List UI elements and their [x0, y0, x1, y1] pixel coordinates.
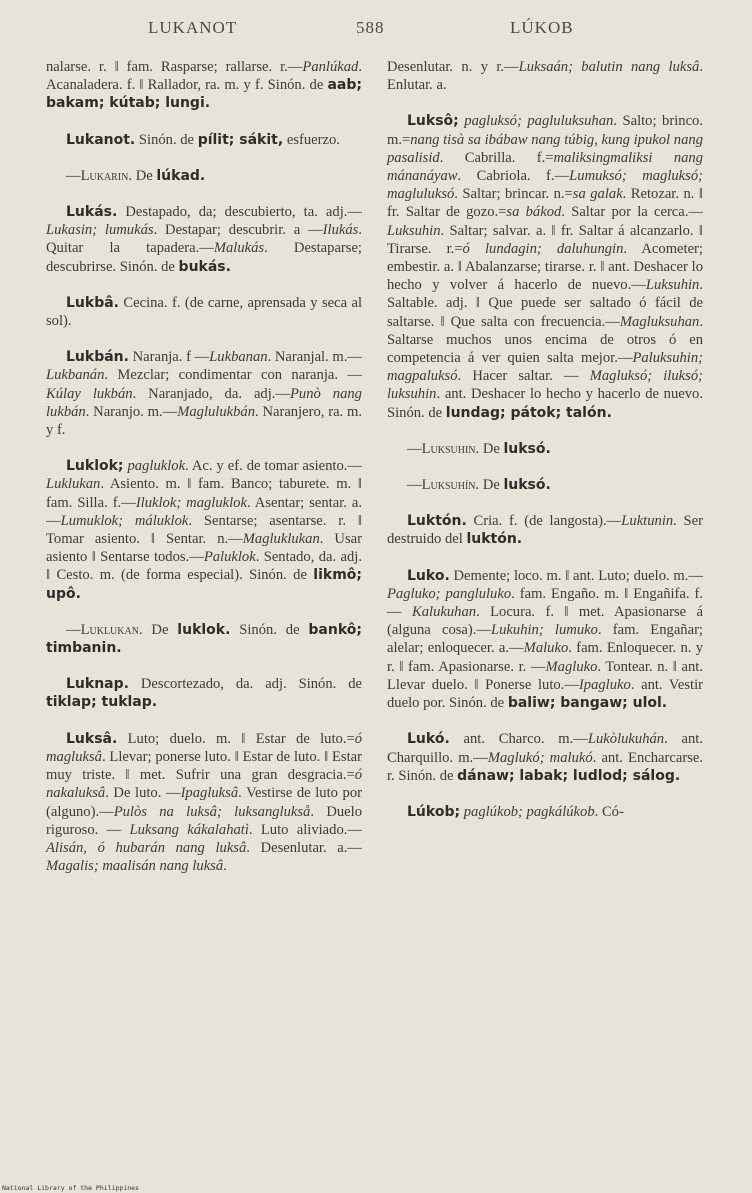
definition-text: — — [66, 621, 81, 638]
definition-text: . Hacer saltar. — — [457, 368, 590, 385]
definition-text: Sinón. de — [135, 131, 198, 148]
italic-form: Magluksó; iluksó; luksuhin — [387, 368, 703, 403]
headword: Luksô; — [407, 113, 459, 130]
italic-form: Malukás — [213, 240, 265, 257]
italic-form: sa bákod — [506, 204, 562, 221]
definition-text: esfuerzo. — [283, 131, 340, 148]
definition-text: . De — [475, 477, 504, 494]
dictionary-entry — [46, 167, 362, 185]
definition-text: . De — [475, 440, 504, 457]
definition-text: . fam. Engañar; alelar; enloquecer. a.— — [387, 622, 703, 657]
definition-text: . Destaparse; descubrirse. Sinón. de — [46, 240, 362, 275]
headword: luksó. — [503, 440, 551, 457]
cross-reference: Luksuhín — [421, 477, 476, 494]
dictionary-entry — [46, 457, 362, 603]
italic-form: Maluko — [523, 640, 569, 657]
italic-form: ó lundagin; daluhungin — [462, 240, 624, 257]
dictionary-entry — [46, 730, 362, 876]
italic-form: Maglukó; malukó — [487, 749, 593, 766]
cross-reference: Luksuhin — [421, 440, 476, 457]
italic-form: Ipagluksâ — [180, 785, 239, 802]
italic-form: Lumuksó; magluksó; magluluksó — [387, 168, 703, 203]
headword: Lukás. — [66, 204, 118, 221]
definition-text: . Usar asiento ‖ Sentarse todos.— — [46, 531, 362, 566]
headword: Luknap. — [66, 676, 129, 693]
header-left-guideword: LUKANOT — [148, 18, 238, 37]
headword: lúkad. — [156, 167, 206, 184]
headword: Luklok; — [66, 458, 124, 475]
headword: pílit; sákit, — [197, 131, 284, 148]
headword: aab; bakam; kútab; lungi. — [46, 77, 362, 112]
italic-form: Luksuhin — [645, 277, 700, 294]
dictionary-entry — [46, 675, 362, 711]
definition-text: Demente; loco. m. ‖ ant. Luto; duelo. m.— — [449, 567, 703, 584]
right-column — [387, 58, 703, 839]
dictionary-entry — [387, 730, 703, 785]
italic-form: Luklukan — [46, 476, 101, 493]
definition-text: Luto; duelo. m. ‖ Estar de luto.= — [117, 730, 355, 747]
definition-text: . — [223, 858, 227, 875]
dictionary-entry — [46, 203, 362, 276]
headword: Lukbâ. — [66, 294, 119, 311]
definition-text: . Naranjo. m.— — [85, 403, 178, 420]
italic-form: Paluklok — [203, 549, 256, 566]
definition-text: Destapado, da; descubierto, ta. adj.— — [117, 204, 362, 221]
italic-form: Magluklukan — [242, 531, 320, 548]
definition-text: . Asiento. m. ‖ fam. Banco; taburete. m. ‖ fam. Silla. f.— — [46, 476, 362, 511]
italic-form: Luksaán; balutin nang luksâ — [518, 59, 700, 75]
headword: luksó. — [503, 477, 551, 494]
headword: baliw; bangaw; ulol. — [507, 695, 668, 712]
definition-text: . Naranjero, ra. m. y f. — [46, 403, 362, 439]
italic-form: Luksang kákalahatì — [129, 821, 249, 838]
italic-form: Alisán, ó hubarán nang luksâ — [46, 839, 247, 856]
italic-form: Magluko — [545, 658, 598, 675]
italic-form: Maglulukbán — [177, 403, 256, 420]
dictionary-entry — [387, 476, 703, 494]
headword: likmô; upô. — [46, 567, 362, 602]
italic-form: pagluklok — [127, 458, 186, 475]
headword: bukás. — [178, 258, 231, 275]
page-number: 588 — [356, 18, 385, 37]
definition-text: . Mezclar; condimentar con naranja. — — [104, 367, 362, 384]
dictionary-entry — [46, 294, 362, 330]
definition-text: . fam. Enloquecer. n. y r. ‖ fam. Apasionarse. r. — — [387, 640, 703, 675]
dictionary-entry — [46, 621, 362, 657]
cross-reference: Luklukan — [80, 621, 139, 638]
definition-text: . Sentado, da. adj. ‖ Cesto. m. (de forma especial). Sinón. de — [46, 549, 362, 584]
dictionary-entry — [46, 58, 362, 113]
italic-form: Luktunin — [621, 513, 674, 530]
italic-form: paglúkob; pagkálúkob — [463, 803, 595, 820]
headword: Lúkob; — [407, 803, 461, 820]
definition-text: . ant. Encharcarse. r. Sinón. de — [387, 749, 703, 784]
definition-text: . Ac. y ef. de tomar asiento.— — [185, 458, 362, 475]
definition-text: . fam. Engaño. m. ‖ Engañifa. f. — — [387, 585, 703, 621]
definition-text: . Asentar; sentar. a.— — [46, 494, 362, 529]
definition-text: . Desenlutar. a.— — [246, 839, 362, 856]
dictionary-entry — [387, 440, 703, 458]
dictionary-entry — [387, 512, 703, 548]
dictionary-entry — [387, 803, 703, 821]
definition-text: Naranja. f — — [128, 349, 210, 366]
definition-text: . Saltar; salvar. a. ‖ fr. Saltar á alcanzarlo. ‖ Tirarse. r.= — [387, 222, 703, 257]
definition-text: — — [407, 477, 422, 494]
header-right-guideword: LÚKOB — [510, 18, 574, 37]
italic-form: pagluksó; pagluluksuhan — [464, 113, 614, 130]
definition-text: . Saltable. adj. ‖ Que puede ser saltado ó fácil de saltarse. ‖ Que salta con frecuencia.— — [387, 277, 703, 330]
italic-form: Luksuhin — [387, 222, 441, 239]
italic-form: Punò nang lukbán — [46, 385, 362, 420]
dictionary-entry — [387, 58, 703, 94]
definition-text: . Retozar. n. ‖ fr. Saltar de gozo.= — [387, 186, 703, 221]
definition-text: . Saltar por la cerca.— — [561, 204, 703, 221]
italic-form: Paluksuhin; magpaluksó — [387, 350, 703, 385]
definition-text: . ant. Vestir duelo por. Sinón. de — [387, 676, 703, 712]
italic-form: ó nakaluksâ — [46, 767, 362, 802]
italic-form: Iluklok; magluklok — [135, 494, 247, 511]
definition-text: . Saltarse muchos unos encima de otros ó en competencia á ver quien salta mejor.— — [387, 313, 703, 367]
definition-text: . Tontear. n. ‖ ant. Llevar duelo. ‖ Ponerse luto.— — [387, 658, 703, 693]
definition-text: Sinón. de — [230, 621, 309, 638]
definition-text: . Destapar; descubrir. a — — [153, 222, 323, 239]
definition-text: . ant. Deshacer lo hecho y hacerlo de nuevo. Sinón. de — [387, 386, 703, 421]
definition-text: . Cabriola. f.— — [457, 168, 570, 185]
definition-text: . Vestirse de luto por (alguno).— — [46, 785, 362, 820]
italic-form: sa galak — [572, 186, 623, 203]
headword: Lukó. — [407, 731, 450, 748]
definition-text: Descortezado, da. adj. Sinón. de — [128, 676, 362, 693]
cross-reference: Lukarin — [80, 167, 129, 184]
definition-text: . Duelo riguroso. — — [46, 803, 362, 838]
italic-form: Lukuhin; lumuko — [491, 622, 598, 639]
italic-form: nang tisà sa ibábaw nang túbig, kung ipukol nang pasalisid — [387, 131, 703, 166]
headword: luklok. — [177, 621, 231, 638]
dictionary-entry — [387, 112, 703, 421]
headword: Luko. — [407, 567, 450, 584]
italic-form: maliksingmaliksi nang mánanáyaw — [387, 149, 704, 185]
definition-text: . Ser destruido del — [387, 513, 703, 548]
running-header — [0, 18, 752, 46]
dictionary-entry — [387, 567, 703, 713]
headword: Luksâ. — [66, 730, 118, 747]
headword: bankô; timbanin. — [46, 621, 362, 657]
italic-form: Kúlay lukbán — [46, 385, 133, 402]
italic-form: Panlúkad — [302, 59, 359, 75]
definition-text: . Luto aliviado.— — [248, 821, 362, 838]
definition-text: . Naranjal. m.— — [267, 349, 362, 366]
definition-text: . Quitar la tapadera.— — [46, 222, 362, 257]
headword: tiklap; tuklap. — [46, 694, 158, 711]
italic-form: Pulòs na luksâ; luksanglukså — [113, 803, 311, 820]
italic-form: Magluksuhan — [619, 313, 700, 330]
definition-text: Cecina. f. (de carne, aprensada y seca al sol). — [46, 294, 362, 330]
italic-form: Magalis; maalisán nang luksâ — [46, 858, 224, 875]
italic-form: Pagluko; pangluluko — [387, 585, 512, 602]
definition-text: . De luto. — — [105, 785, 181, 802]
definition-text: — — [66, 167, 81, 184]
definition-text: Desenlutar. n. y r.— — [387, 59, 519, 75]
headword: lundag; pátok; talón. — [445, 404, 612, 421]
headword: dánaw; labak; ludlod; sálog. — [457, 767, 681, 784]
definition-text: . Có- — [594, 803, 624, 820]
definition-text: . Acometer; embestir. a. ‖ Abalanzarse; tirarse. r. ‖ ant. Deshacer lo hecho y volver á hacerlo de nuevo.— — [387, 240, 703, 294]
definition-text: nalarse. r. ‖ fam. Rasparse; rallarse. r.— — [46, 59, 303, 75]
italic-form: Lukbanán — [46, 367, 105, 384]
headword: Luktón. — [407, 513, 467, 530]
definition-text: . Salto; brinco. m.= — [387, 113, 703, 148]
definition-text: . Acanaladera. f. ‖ Rallador, ra. m. y f. Sinón. de — [46, 59, 362, 94]
left-column — [46, 58, 362, 893]
headword: Lukbán. — [66, 349, 129, 366]
definition-text: . Naranjado, da. adj.— — [132, 385, 291, 402]
definition-text: ant. Charco. m.— — [449, 731, 588, 748]
italic-form: ó magluksâ — [46, 730, 362, 765]
definition-text: . De — [128, 167, 157, 184]
library-footer: National Library of the Philippines — [2, 1184, 139, 1192]
italic-form: Lukasin; lumukás — [46, 222, 154, 239]
italic-form: Ipagluko — [578, 676, 631, 693]
definition-text: . Llevar; ponerse luto. ‖ Estar de luto. ‖ Estar muy triste. ‖ met. Sufrir una gran desgracia.= — [46, 748, 362, 784]
definition-text: . De — [138, 621, 178, 638]
definition-text: . Saltar; brincar. n.= — [454, 186, 573, 203]
definition-text: Cria. f. (de langosta).— — [466, 513, 622, 530]
definition-text: . Enlutar. a. — [387, 59, 703, 94]
definition-text: . Locura. f. ‖ met. Apasionarse á (alguna cosa).— — [387, 604, 703, 639]
dictionary-entry — [46, 348, 362, 439]
definition-text: . Sentarse; asentarse. r. ‖ Tomar asiento. ‖ Sentar. n.— — [46, 512, 362, 548]
italic-form: Lumuklok; máluklok — [60, 512, 189, 529]
headword: Lukanot. — [66, 131, 136, 148]
italic-form: Lukbanan — [209, 349, 268, 366]
definition-text: . Cabrilla. f.= — [439, 149, 554, 166]
italic-form: Kalukuhan — [412, 604, 477, 621]
definition-text: — — [407, 440, 422, 457]
headword: luktón. — [466, 531, 523, 548]
italic-form: Ilukás — [322, 222, 359, 239]
definition-text: . ant. Charquillo. m.— — [387, 731, 703, 766]
dictionary-entry — [46, 131, 362, 149]
italic-form: Lukòlukuhán — [587, 731, 665, 748]
